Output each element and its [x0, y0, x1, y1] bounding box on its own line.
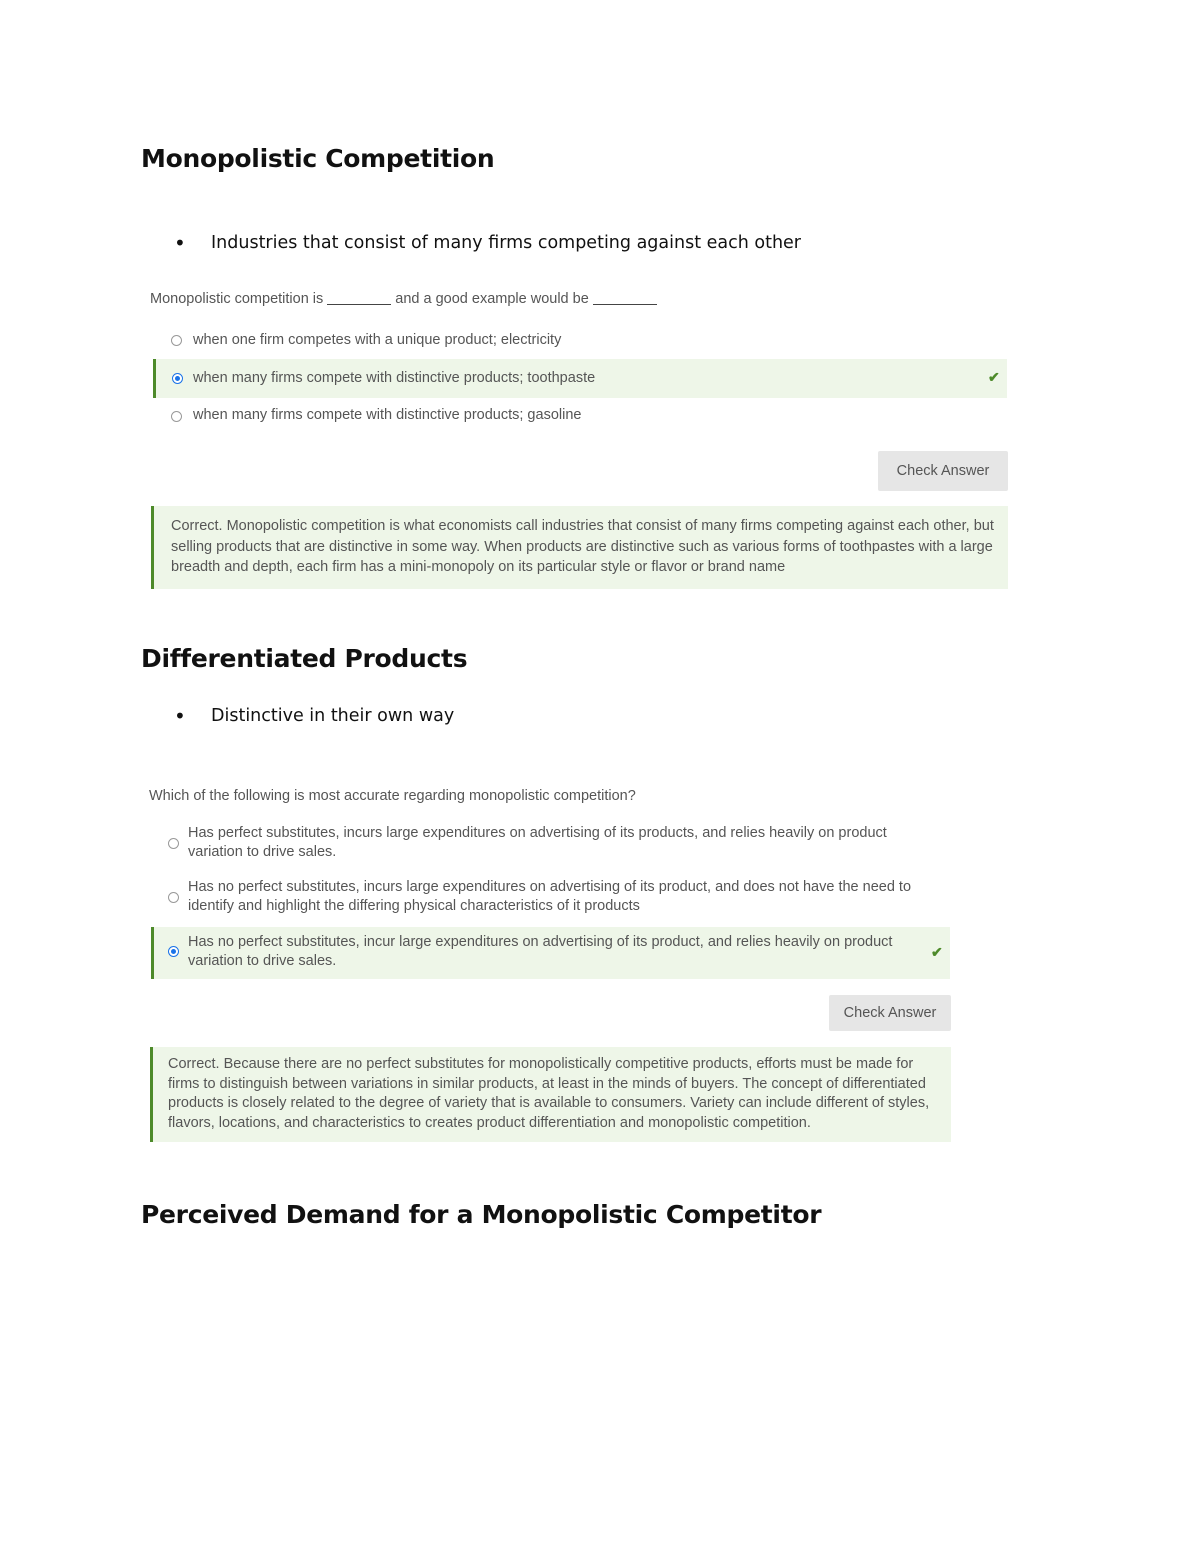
- quiz2-option-2[interactable]: [151, 874, 950, 924]
- quiz2-question: Which of the following is most accurate regarding monopolistic competition?: [149, 788, 636, 804]
- quiz1-option-3[interactable]: [153, 399, 1007, 433]
- quiz1-option-2[interactable]: [153, 359, 1007, 398]
- option-label: when one firm competes with a unique product; electricity: [193, 332, 562, 348]
- radio-button[interactable]: [171, 411, 182, 422]
- radio-button[interactable]: [168, 838, 179, 849]
- radio-button[interactable]: [171, 335, 182, 346]
- answer-blank: [327, 304, 391, 305]
- option-label: Has perfect substitutes, incurs large expenditures on advertising of its products, and relies heavily on product variation to drive sales.: [188, 825, 887, 860]
- feedback-text: Correct. Monopolistic competition is what economists call industries that consist of many firms competing against each other, but selling products that are distinctive in some way. When products are distinctive such as various forms of toothpastes with a large breadth and depth, each firm has a mini-monopoly on its particular style or flavor or brand name: [171, 518, 994, 575]
- option-label: when many firms compete with distinctive products; toothpaste: [193, 370, 596, 386]
- answer-blank: [593, 304, 657, 305]
- feedback-text: Correct. Because there are no perfect substitutes for monopolistically competitive products, efforts must be made for firms to distinguish between variations in similar products, at least in the minds of buyers. The concept of differentiated products is closely related to the degree of variety that is available to consumers. Variety can include different of styles, flavors, locations, and characteristics to creates product differentiation and monopolistic competition.: [168, 1056, 930, 1131]
- quiz2-option-3[interactable]: [151, 927, 950, 979]
- bullet-text: Industries that consist of many firms competing against each other: [211, 233, 802, 253]
- question-part1: Monopolistic competition is: [150, 291, 324, 307]
- bullet-glyph: •: [174, 704, 186, 728]
- checkmark-icon: ✔: [931, 944, 943, 960]
- option-label: Has no perfect substitutes, incur large expenditures on advertising of its product, and relies heavily on product variation to drive sales.: [188, 934, 893, 969]
- check-answer-button[interactable]: Check Answer: [878, 451, 1008, 491]
- bullet-text: Distinctive in their own way: [211, 706, 455, 726]
- section-heading-differentiated-products: Differentiated Products: [141, 644, 468, 673]
- option-label: when many firms compete with distinctive products; gasoline: [193, 407, 582, 423]
- radio-button-selected[interactable]: [172, 373, 183, 384]
- section-heading-monopolistic-competition: Monopolistic Competition: [141, 144, 495, 173]
- quiz1-feedback: [151, 506, 1008, 589]
- quiz2-option-1[interactable]: [151, 820, 950, 870]
- option-label: Has no perfect substitutes, incurs large expenditures on advertising of its product, and does not have the need to identify and highlight the differing physical characteristics of it products: [188, 879, 912, 914]
- section-heading-perceived-demand: Perceived Demand for a Monopolistic Competitor: [141, 1200, 822, 1229]
- check-answer-button[interactable]: Check Answer: [829, 995, 951, 1031]
- radio-button[interactable]: [168, 892, 179, 903]
- question-part2: and a good example would be: [395, 291, 589, 307]
- quiz1-question: [150, 291, 661, 307]
- bullet-glyph: •: [174, 231, 186, 255]
- radio-button-selected[interactable]: [168, 946, 179, 957]
- checkmark-icon: ✔: [988, 369, 1000, 385]
- quiz2-feedback: [150, 1047, 951, 1142]
- quiz1-option-1[interactable]: [153, 324, 1007, 358]
